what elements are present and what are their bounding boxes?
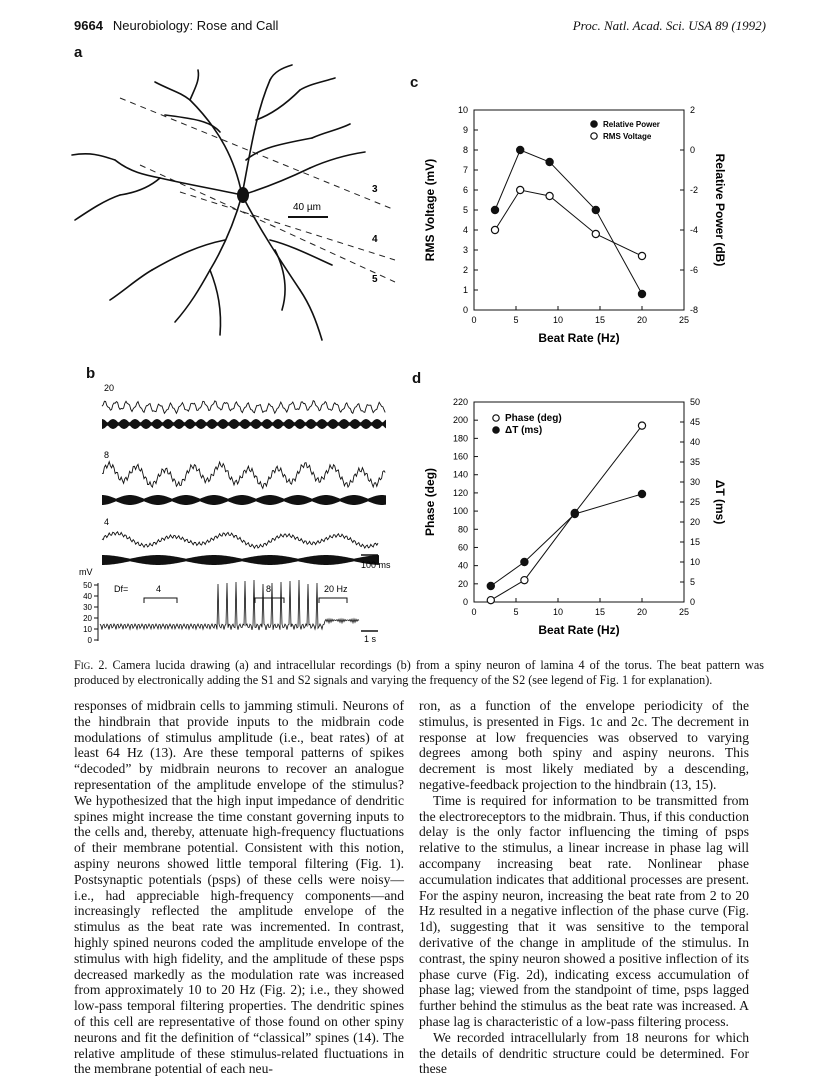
neuron-drawing [60,60,410,360]
legend-marker-1 [493,427,499,433]
psp-trace-8hz [102,462,385,489]
y-tick-label: 220 [452,397,468,407]
lamina-label-5: 5 [372,274,378,285]
bracket-label-4: 4 [156,584,162,594]
data-point-1 [592,230,599,237]
lamina-label-3: 3 [372,184,378,195]
stimulus-envelope-20hz [102,419,386,429]
psp-trace-20hz [102,401,385,414]
x-tick-label: 0 [471,315,477,325]
chart-d-phase [412,388,742,643]
y2-tick-label: 0 [690,597,696,607]
stimulus-envelope-8hz [102,495,386,505]
bracket-label-20: 20 Hz [324,584,348,594]
spike-recording-trace [100,580,359,630]
x-tick-label: 20 [636,315,648,325]
figure-caption [74,658,764,688]
caption-lead: Fig. 2. [74,658,108,672]
y-tick-label: 60 [457,542,468,553]
body-paragraph: We recorded intracellularly from 18 neurons for which the details of dendritic structure could be determined. For these [419,1029,749,1077]
y-tick-label: 8 [462,145,468,155]
y2-axis-label: ΔT (ms) [713,479,727,525]
y2-tick-label: -6 [690,265,699,275]
x-axis-label: Beat Rate (Hz) [538,331,620,345]
y2-tick-label: -2 [690,185,699,195]
data-point-1 [546,192,553,199]
data-point-0 [546,158,553,165]
y-axis-label: Phase (deg) [423,467,437,537]
y-tick-label-b: 40 [83,592,92,601]
running-header-left [74,18,278,33]
data-point-1 [638,252,645,259]
legend-entry-0: Phase (deg) [505,413,562,424]
y2-tick-label: 2 [690,105,696,115]
x-tick-label: 15 [594,607,606,617]
y-tick-label: 1 [462,285,468,295]
y2-tick-label: 0 [690,145,696,155]
panel-label-d: d [412,370,422,387]
y-tick-label: 120 [452,487,468,498]
panel-label-a: a [74,44,83,61]
data-point-1 [521,558,528,565]
y2-tick-label: 35 [690,457,701,467]
x-tick-label: 15 [594,315,606,325]
data-point-0 [521,577,528,584]
body-column-left [74,698,404,1077]
y-axis-label: RMS Voltage (mV) [423,158,437,262]
y-tick-label: 200 [452,415,468,426]
page-number: 9664 [74,18,103,33]
y2-tick-label: 20 [690,517,701,527]
trace-label-20: 20 [104,383,115,393]
x-tick-label: 5 [513,607,519,617]
y-tick-label: 6 [462,185,468,195]
x-tick-label: 0 [471,607,477,617]
series-line-0 [491,426,642,601]
y-tick-label-b: 50 [83,581,92,590]
series-line-0 [495,150,642,294]
psp-trace-4hz [102,532,378,548]
soma [237,187,249,203]
y2-tick-label: 45 [690,417,701,427]
legend-marker-0 [591,121,597,127]
y2-tick-label: 5 [690,577,696,587]
x-tick-label: 10 [552,315,564,325]
plot-frame [474,110,684,310]
y-tick-label: 2 [462,265,468,275]
bracket-label-8: 8 [266,584,272,594]
body-paragraph: ron, as a function of the envelope periodicity of the stimulus, is presented in Figs. 1c and 2c. The decrement in response at low frequencies was observed to varying degrees among both spiny and aspiny neurons. This decrement is most likely mediated by a descending, negative-feedback projection to the hindbrain (13, 15). [419,698,749,792]
legend-marker-0 [493,415,499,421]
section-title: Neurobiology: Rose and Call [112,18,279,33]
caption-text: Camera lucida drawing (a) and intracellular recordings (b) from a spiny neuron of lamina 4 of the torus. The beat pattern was produced by electronically adding the S1 and S2 signals and varying the frequency of the S2 (see legend of Fig. 1 for explanation). [74,658,765,687]
x-tick-label: 20 [636,607,648,617]
x-tick-label: 25 [678,607,690,617]
mv-label: mV [79,567,93,577]
data-point-1 [517,186,524,193]
data-point-0 [491,206,498,213]
y-tick-label: 40 [457,560,468,571]
y2-tick-label: 50 [690,397,701,407]
y2-tick-label: -4 [690,225,699,235]
y-tick-label: 9 [462,125,468,135]
df-label: Df= [114,584,129,594]
y-tick-label: 10 [457,105,468,115]
series-line-1 [495,190,642,256]
scale-bar-label: 40 µm [293,202,321,213]
y-tick-label: 0 [462,305,468,315]
panel-label-b: b [86,365,96,382]
legend-entry-1: ΔT (ms) [505,425,543,436]
y-tick-label: 5 [462,205,468,215]
y2-tick-label: 30 [690,477,701,487]
x-tick-label: 5 [513,315,519,325]
y2-tick-label: 40 [690,437,701,447]
y2-tick-label: 10 [690,557,701,567]
y-tick-label: 0 [462,597,468,607]
y2-tick-label: 25 [690,497,701,507]
y-tick-label: 80 [457,524,468,535]
data-point-0 [517,146,524,153]
y-tick-label-b: 10 [83,625,92,634]
y-tick-label: 180 [452,433,468,444]
legend-marker-1 [591,133,597,139]
data-point-0 [487,597,494,604]
y-tick-label: 140 [452,469,468,480]
intracellular-recordings [74,375,404,645]
y-tick-label: 160 [452,451,468,462]
body-paragraph: Time is required for information to be transmitted from the electroreceptors to the midbrain. Thus, if this conduction delay is the only factor influencing the timing of psps relative to the stimulus, a linear increase in phase lag will accompany increasing beat rate. Nonlinear phase accumulation indicates that additional processes are present. For the aspiny neuron, increasing the beat rate from 2 to 20 Hz resulted in a negative inflection of the phase curve (Fig. 1d), suggesting that it was sensitive to the temporal derivative of the change in amplitude of the stimulus. In contrast, the spiny neuron showed a positive inflection of its phase curve (Fig. 2d), indicating excess accumulation of phase lag; viewed from the standpoint of time, psps lagged further behind the stimulus as the beat rate was increased. A phase lag is characteristic of a low-pass filtering process. [419,792,749,1029]
y-tick-label: 100 [452,506,468,517]
y-tick-label: 3 [462,245,468,255]
series-line-1 [491,494,642,586]
y-tick-label: 4 [462,225,468,235]
y-tick-label-b: 0 [87,636,92,645]
y-tick-label-b: 20 [83,614,92,623]
legend-entry-1: RMS Voltage [603,132,652,141]
y-tick-label: 20 [457,578,468,589]
y2-tick-label: -8 [690,305,699,315]
trace-label-8: 8 [104,450,110,460]
x-axis-label: Beat Rate (Hz) [538,623,620,637]
data-point-0 [638,422,645,429]
x-tick-label: 10 [552,607,564,617]
stimulus-envelope-4hz [102,555,379,565]
panel-label-c: c [410,74,419,91]
dendrites [72,65,365,340]
time-scale-label: 100 ms [361,560,391,570]
chart-c-rms-voltage [412,96,742,351]
data-point-0 [592,206,599,213]
data-point-1 [638,490,645,497]
data-point-1 [571,510,578,517]
x-tick-label: 25 [678,315,690,325]
y-tick-label: 7 [462,165,468,175]
journal-citation: Proc. Natl. Acad. Sci. USA 89 (1992) [572,18,766,33]
data-point-1 [491,226,498,233]
data-point-0 [638,290,645,297]
body-column-right [419,698,749,1077]
lamina-label-4: 4 [372,234,378,245]
bottom-scale-label: 1 s [364,634,377,644]
trace-label-4: 4 [104,517,110,527]
body-paragraph: responses of midbrain cells to jamming stimuli. Neurons of the hindbrain that provide inputs to the midbrain code modulations of stimulus amplitude (i.e., beat rates) of at least 64 Hz (13). Are these temporal patterns of spikes “decoded” by midbrain neurons to recover an analogue representation of the amplitude envelope of the stimulus? We hypothesized that the high input impedance of dendritic spines might increase the time constant governing inputs to the cells and, thereby, attenuate high-frequency fluctuations of their membrane potential. Consistent with this notion, aspiny neurons showed little temporal filtering (Fig. 1). Postsynaptic potentials (psps) of these cells were noisy—i.e., had appreciable high-frequency components—and increasingly reflected the amplitude envelope of the stimulus as the beat rate was incremented. In contrast, highly spined neurons coded the amplitude envelope of the stimulus with high fidelity, and the amplitude of these psps decreased markedly as the modulation rate was increased from approximately 10 to 20 Hz (Fig. 2); i.e., they showed low-pass temporal filtering properties. The dendritic spines of this cell are representative of those found on other spiny neurons and fit the definition of “classical” spines (14). The relative amplitude of these stimulus-related fluctuations in the membrane potential of each neu- [74,698,404,1077]
y2-axis-label: Relative Power (dB) [713,153,727,267]
y2-tick-label: 15 [690,537,701,547]
y-tick-label-b: 30 [83,603,92,612]
legend-entry-0: Relative Power [603,120,660,129]
data-point-1 [487,582,494,589]
